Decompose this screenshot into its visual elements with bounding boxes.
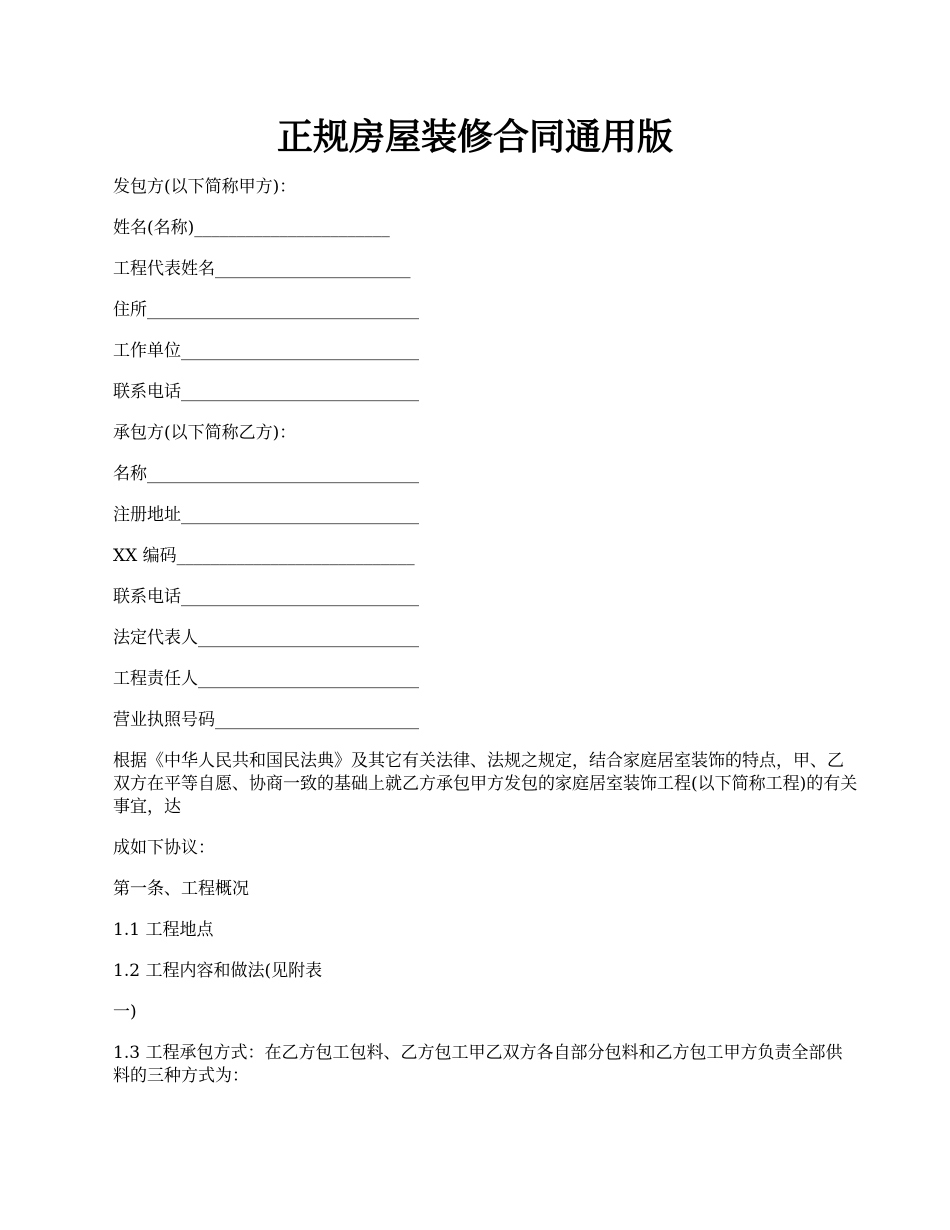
party-a-representative-field: 工程代表姓名_______________________: [113, 259, 411, 279]
document-body: [113, 176, 858, 1106]
party-a-employer-field: 工作单位____________________________: [113, 341, 419, 361]
clause-1-2: 1.2 工程内容和做法(见附表: [113, 961, 323, 981]
agreement-line: 成如下协议：: [113, 838, 215, 858]
clause-1-1: 1.1 工程地点: [113, 920, 214, 940]
party-b-license-field: 营业执照号码________________________: [113, 710, 419, 730]
document-title: 正规房屋装修合同通用版: [276, 116, 673, 158]
party-a-address-field: 住所________________________________: [113, 300, 419, 320]
clause-1-3: 1.3 工程承包方式：在乙方包工包料、乙方包工甲乙双方各自部分包料和乙方包工甲方负责全部供料的三种方式为：: [113, 1043, 843, 1086]
article-1-heading: 第一条、工程概况: [113, 879, 249, 899]
party-b-legal-rep-field: 法定代表人__________________________: [113, 628, 419, 648]
party-a-phone-field: 联系电话____________________________: [113, 382, 419, 402]
party-b-address-field: 注册地址____________________________: [113, 505, 419, 525]
party-b-code-field: XX 编码____________________________: [113, 546, 415, 566]
clause-1-2-continued: 一): [113, 1002, 137, 1022]
preamble-paragraph: 根据《中华人民共和国民法典》及其它有关法律、法规之规定，结合家庭居室装饰的特点，甲、乙双方在平等自愿、协商一致的基础上就乙方承包甲方发包的家庭居室装饰工程(以下简称工程)的有关事宜，达: [113, 751, 858, 817]
party-b-name-field: 名称________________________________: [113, 464, 419, 484]
party-b-phone-field: 联系电话____________________________: [113, 587, 419, 607]
party-b-project-lead-field: 工程责任人__________________________: [113, 669, 419, 689]
party-a-heading: 发包方(以下简称甲方)：: [113, 177, 297, 197]
party-b-heading: 承包方(以下简称乙方)：: [113, 423, 297, 443]
party-a-name-field: 姓名(名称)_______________________: [113, 218, 390, 238]
